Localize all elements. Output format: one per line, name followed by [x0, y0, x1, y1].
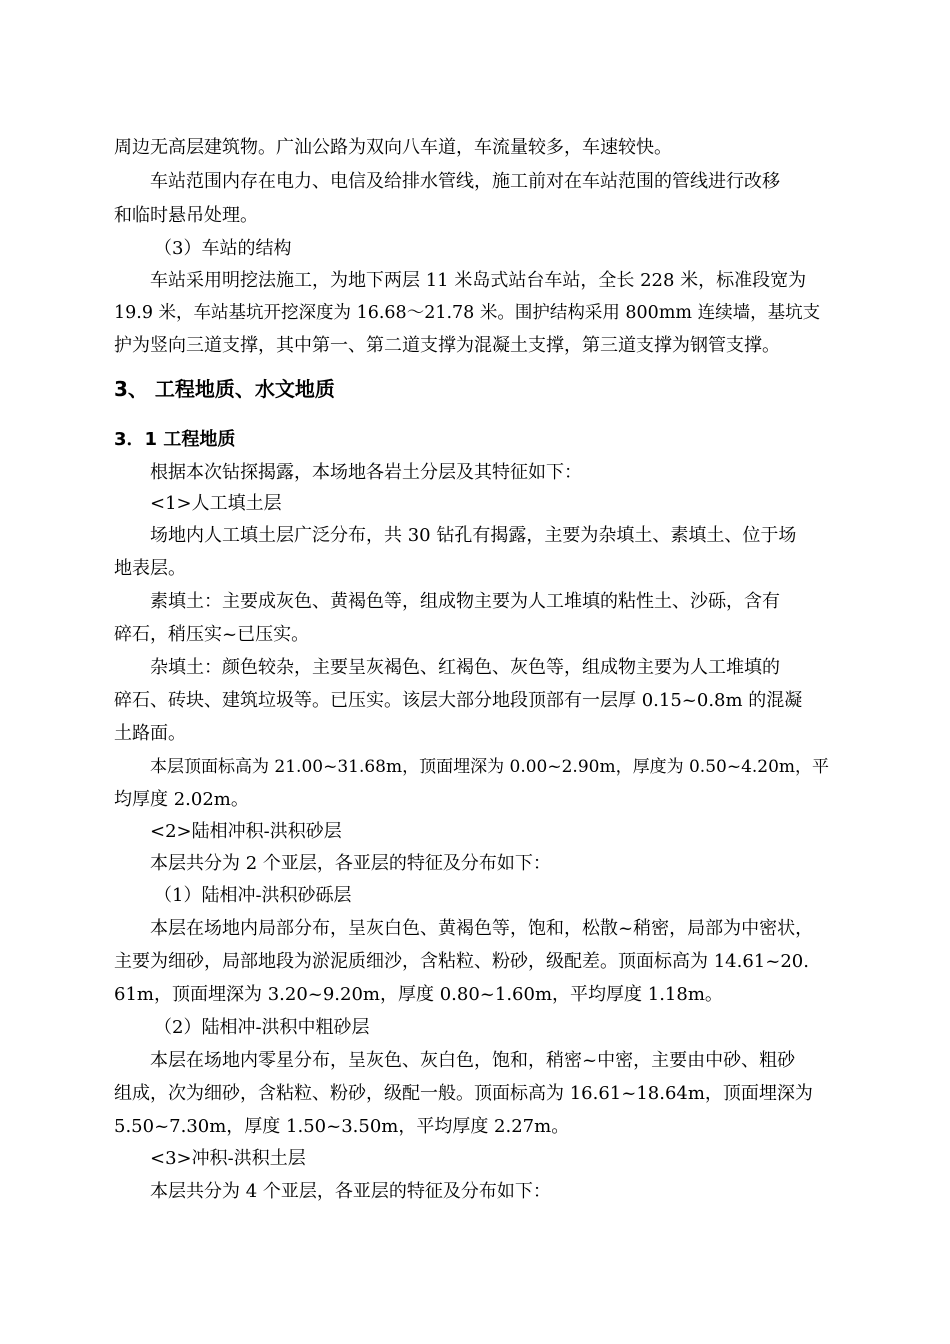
text-line: 61m，顶面埋深为 3.20~9.20m，厚度 0.80~1.60m，平均厚度 1.18m。	[114, 984, 723, 1005]
text-line: 车站范围内存在电力、电信及给排水管线，施工前对在车站范围的管线进行改移	[150, 171, 780, 192]
text-line: 场地内人工填土层广泛分布，共 30 钻孔有揭露，主要为杂填土、素填土、位于场	[150, 525, 797, 546]
sublayer-heading: （1）陆相冲-洪积砂砾层	[154, 885, 352, 906]
text-line: 碎石，稍压实~已压实。	[114, 624, 310, 645]
text-line: 和临时悬吊处理。	[114, 205, 258, 226]
text-line: 本层在场地内局部分布，呈灰白色、黄褐色等，饱和，松散~稍密，局部为中密状，	[150, 918, 814, 939]
text-line: 周边无高层建筑物。广汕公路为双向八车道，车流量较多，车速较快。	[114, 137, 672, 158]
subsection-heading: （3）车站的结构	[154, 238, 292, 259]
text-line: 5.50~7.30m，厚度 1.50~3.50m，平均厚度 2.27m。	[114, 1116, 570, 1137]
text-line: 杂填土：颜色较杂，主要呈灰褐色、红褐色、灰色等，组成物主要为人工堆填的	[150, 657, 780, 678]
text-line: 土路面。	[114, 723, 186, 744]
text-line: 车站采用明挖法施工，为地下两层 11 米岛式站台车站，全长 228 米，标准段宽为	[150, 270, 807, 291]
text-line: 护为竖向三道支撑，其中第一、第二道支撑为混凝土支撑，第三道支撑为钢管支撑。	[114, 335, 780, 356]
text-line: 碎石、砖块、建筑垃圾等。已压实。该层大部分地段顶部有一层厚 0.15~0.8m 的混凝	[114, 690, 803, 711]
text-line: 素填土：主要成灰色、黄褐色等，组成物主要为人工堆填的粘性土、沙砾，含有	[150, 591, 780, 612]
text-line: 组成，次为细砂，含粘粒、粉砂，级配一般。顶面标高为 16.61~18.64m，顶面埋深为	[114, 1083, 813, 1104]
layer-heading: <3>冲积-洪积土层	[150, 1148, 306, 1169]
sublayer-heading: （2）陆相冲-洪积中粗砂层	[154, 1017, 370, 1038]
section-heading: 3、 工程地质、水文地质	[114, 377, 335, 401]
text-line: 本层在场地内零星分布，呈灰色、灰白色，饱和，稍密~中密，主要由中砂、粗砂	[150, 1050, 796, 1071]
text-line: 本层共分为 4 个亚层，各亚层的特征及分布如下：	[150, 1181, 551, 1202]
layer-heading: <1>人工填土层	[150, 493, 282, 514]
text-line: 均厚度 2.02m。	[114, 789, 249, 810]
text-line: 本层共分为 2 个亚层，各亚层的特征及分布如下：	[150, 853, 551, 874]
text-line: 根据本次钻探揭露，本场地各岩土分层及其特征如下：	[150, 462, 582, 483]
text-line: 本层顶面标高为 21.00~31.68m，顶面埋深为 0.00~2.90m，厚度为 0.50~4.20m，平	[150, 757, 830, 777]
subsection-heading: 3．1 工程地质	[114, 429, 236, 450]
text-line: 主要为细砂，局部地段为淤泥质细沙，含粘粒、粉砂，级配差。顶面标高为 14.61~20.	[114, 951, 809, 972]
layer-heading: <2>陆相冲积-洪积砂层	[150, 821, 342, 842]
text-line: 19.9 米，车站基坑开挖深度为 16.68～21.78 米。围护结构采用 800mm 连续墙，基坑支	[114, 303, 821, 323]
text-line: 地表层。	[114, 558, 186, 579]
